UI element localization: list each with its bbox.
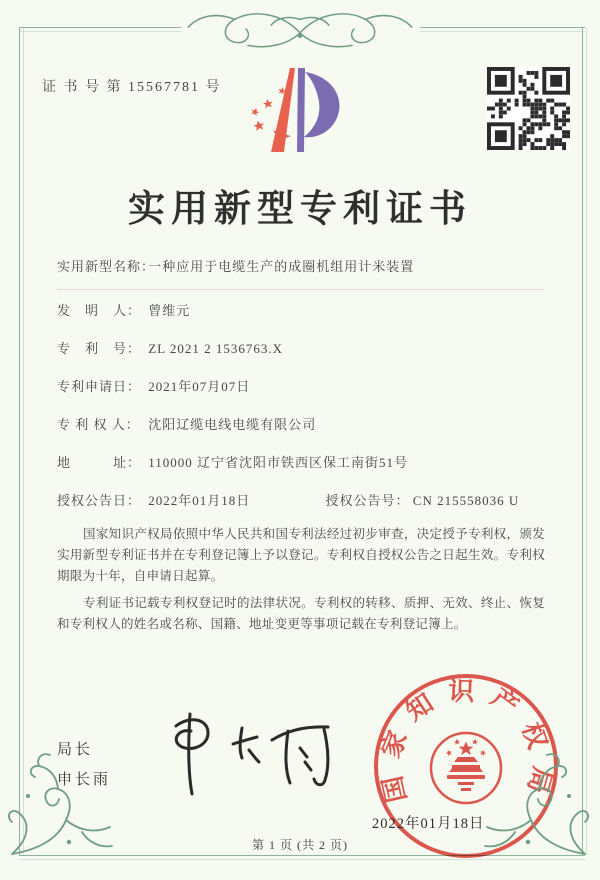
logo-p-bowl xyxy=(304,72,339,137)
legal-text xyxy=(57,524,545,641)
grant-no-value: CN 215558036 U xyxy=(412,493,520,508)
page-number: 第 1 页 (共 2 页) xyxy=(252,838,348,852)
field-row-patentee xyxy=(57,414,557,433)
field-label: 专 利 权 人： xyxy=(57,417,140,432)
field-row-name xyxy=(57,256,557,275)
field-value: ZL 2021 2 1536763.X xyxy=(148,341,284,356)
legal-paragraph-1: 国家知识产权局依照中华人民共和国专利法经过初步审查，决定授予专利权，颁发实用新型专利证书并在专利登记簿上予以登记。专利权自授权公告之日起生效。专利权期限为十年，自申请日起算。 xyxy=(57,527,545,583)
field-row-filing-date xyxy=(57,376,557,395)
grant-no-label: 授权公告号： xyxy=(325,493,410,508)
top-flourish-ornament xyxy=(172,4,428,56)
signer-name: 申长雨 xyxy=(57,772,112,788)
field-value: 一种应用于电缆生产的成圈机组用计米装置 xyxy=(148,259,415,274)
field-row-address xyxy=(57,452,557,471)
field-row-patent-no xyxy=(57,338,557,357)
frame-top-left-line xyxy=(19,27,181,32)
bottom-right-flourish xyxy=(479,752,591,858)
field-label: 实用新型名称： xyxy=(57,259,156,274)
bottom-left-flourish xyxy=(6,752,118,858)
certificate-number: 证 书 号 第 15567781 号 xyxy=(42,80,222,95)
field-value: 2021年07月07日 xyxy=(148,379,251,394)
seal-text: 国家知识产权局 xyxy=(374,676,558,811)
field-label: 专利申请日： xyxy=(57,379,142,394)
frame-top-right-line xyxy=(420,27,585,32)
signature-icon xyxy=(138,700,348,800)
logo-purple-stem xyxy=(297,68,305,152)
frame-right-line xyxy=(582,28,587,855)
legal-paragraph-2: 专利证书记载专利权登记时的法律状况。专利权的转移、质押、无效、终止、恢复和专利权人的姓名或名称、国籍、地址变更等事项记载在专利登记簿上。 xyxy=(57,596,545,631)
field-label: 发 明 人： xyxy=(57,303,142,318)
frame-left-line xyxy=(19,28,24,855)
field-row-grant xyxy=(57,490,557,509)
grant-date-label: 授权公告日： xyxy=(57,493,142,508)
field-value: 沈阳辽缆电线电缆有限公司 xyxy=(148,417,317,432)
signer-title: 局长 xyxy=(57,742,94,758)
certificate-title: 实用新型专利证书 xyxy=(128,189,472,230)
field-underline xyxy=(57,289,543,290)
seal-date: 2022年01月18日 xyxy=(372,816,485,832)
grant-date-value: 2022年01月18日 xyxy=(148,493,251,508)
cnipa-logo-icon xyxy=(235,62,355,158)
field-label: 专 利 号： xyxy=(57,341,142,356)
field-label: 地 址： xyxy=(57,455,142,470)
qr-code xyxy=(487,67,570,150)
field-row-inventor xyxy=(57,300,557,319)
field-value: 曾维元 xyxy=(148,303,191,318)
field-value: 110000 辽宁省沈阳市铁西区保工南街51号 xyxy=(148,455,409,470)
